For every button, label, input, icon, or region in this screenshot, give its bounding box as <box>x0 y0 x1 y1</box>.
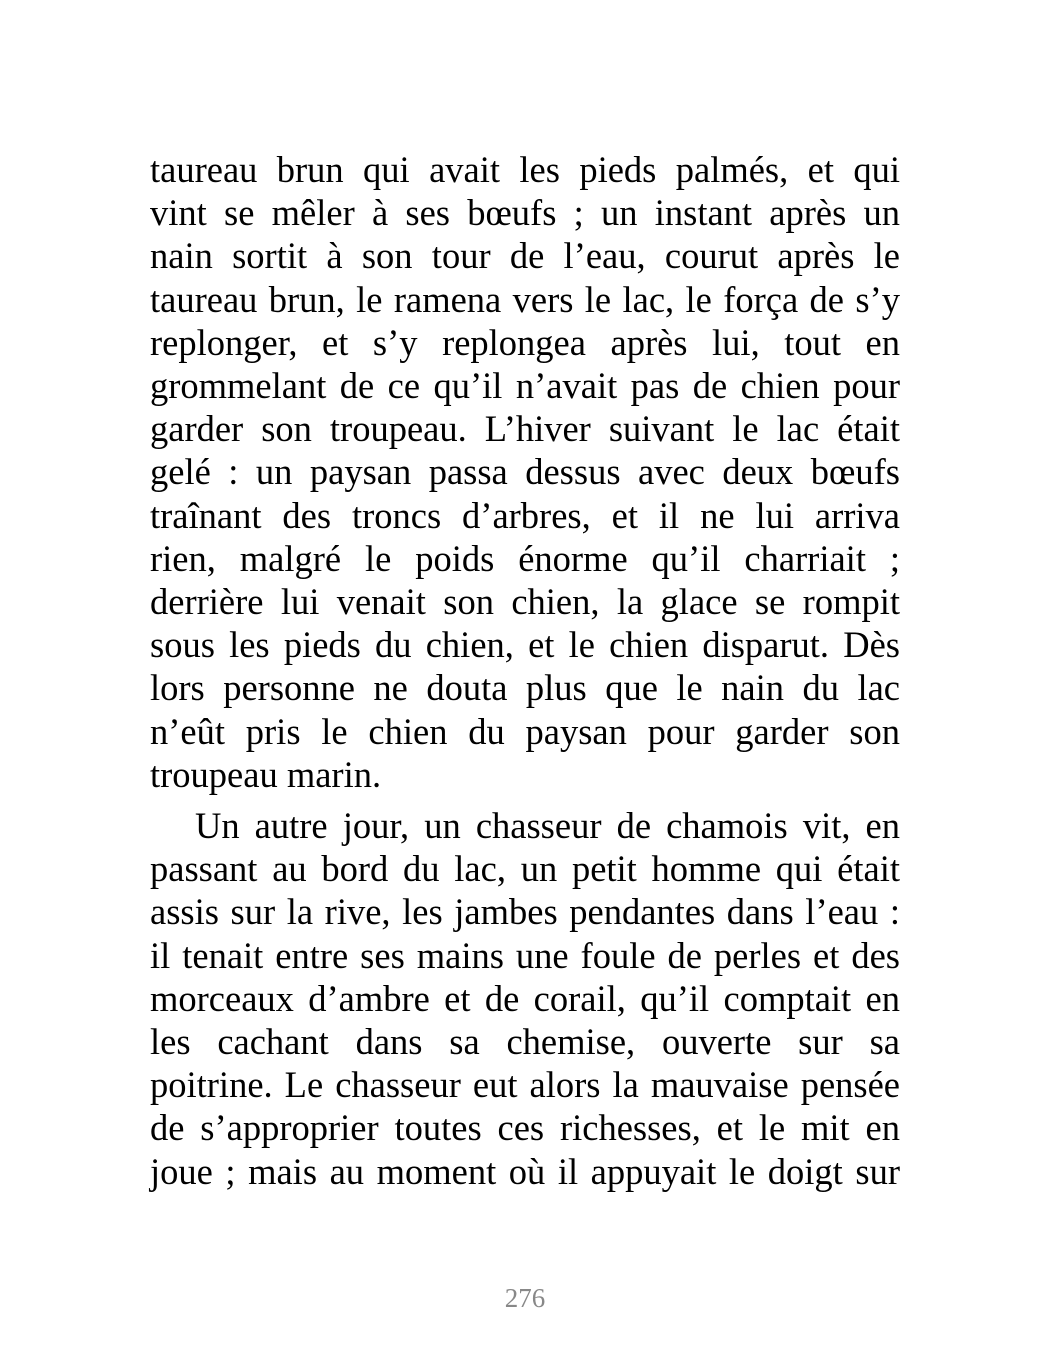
text-line: derrière lui venait son chien, la glace se rompit <box>150 581 900 623</box>
paragraph-1 <box>150 148 900 796</box>
text-line: de s’approprier toutes ces richesses, et le mit en <box>150 1107 900 1149</box>
page-body <box>150 148 900 1193</box>
text-line: grommelant de ce qu’il n’avait pas de chien pour <box>150 365 900 407</box>
text-line: les cachant dans sa chemise, ouverte sur sa <box>150 1021 900 1063</box>
paragraph-2 <box>150 804 900 1193</box>
text-line: taureau brun, le ramena vers le lac, le força de s’y <box>150 278 900 320</box>
text-line: lors personne ne douta plus que le nain du lac <box>150 667 900 709</box>
text-line: Un autre jour, un chasseur de chamois vit, en <box>195 805 900 847</box>
text-line: taureau brun qui avait les pieds palmés, et qui <box>150 149 900 190</box>
text-line: il tenait entre ses mains une foule de perles et des <box>150 934 900 976</box>
text-line: gelé : un paysan passa dessus avec deux bœufs <box>150 451 900 493</box>
text-line: joue ; mais au moment où il appuyait le doigt sur <box>150 1150 900 1192</box>
text-line: passant au bord du lac, un petit homme qui était <box>150 848 900 890</box>
text-line: morceaux d’ambre et de corail, qu’il comptait en <box>150 977 900 1019</box>
text-line: nain sortit à son tour de l’eau, courut après le <box>150 235 900 277</box>
text-line: vint se mêler à ses bœufs ; un instant après un <box>150 192 900 234</box>
text-line: poitrine. Le chasseur eut alors la mauvaise pensée <box>150 1064 900 1106</box>
text-line: sous les pieds du chien, et le chien disparut. Dès <box>150 624 900 666</box>
page-number: 276 <box>504 1283 546 1313</box>
text-line: assis sur la rive, les jambes pendantes dans l’eau : <box>150 891 900 933</box>
text-line: traînant des troncs d’arbres, et il ne lui arriva <box>150 494 900 536</box>
text-line: troupeau marin. <box>150 753 382 795</box>
text-line: n’eût pris le chien du paysan pour garder son <box>150 710 900 752</box>
text-line: rien, malgré le poids énorme qu’il charriait ; <box>150 537 900 579</box>
text-line: replonger, et s’y replongea après lui, tout en <box>150 321 900 363</box>
text-line: garder son troupeau. L’hiver suivant le lac était <box>150 408 900 450</box>
